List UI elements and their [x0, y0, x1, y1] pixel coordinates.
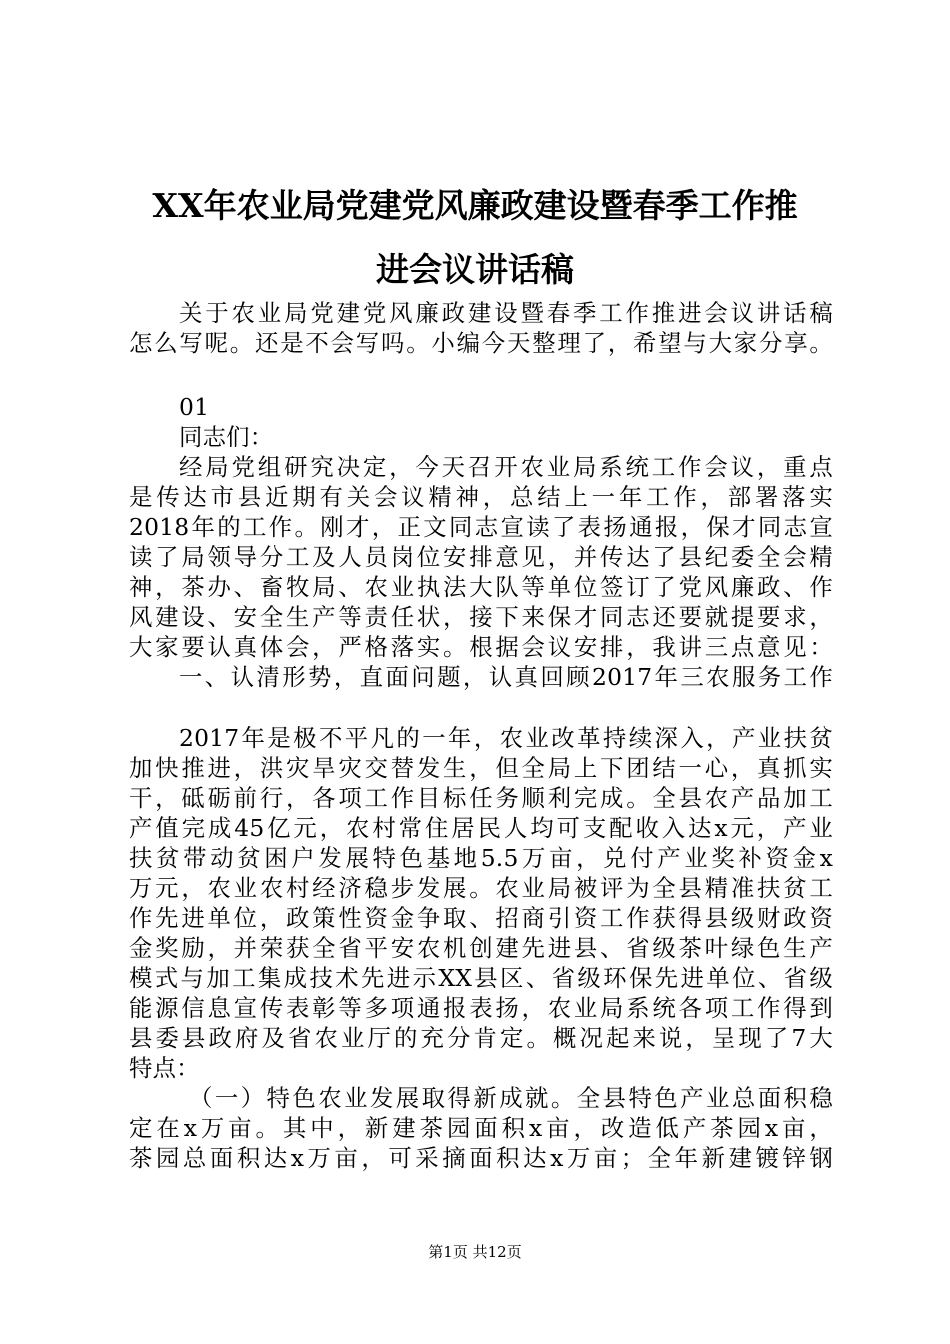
- text-line: 能源信息宣传表彰等多项通报表扬，农业局系统各项工作得到: [129, 994, 833, 1022]
- text-line: 怎么写呢。还是不会写吗。小编今天整理了，希望与大家分享。: [129, 329, 833, 357]
- text-line: 模式与加工集成技术先进示XX县区、省级环保先进单位、省级: [129, 964, 833, 992]
- text-line: 2018年的工作。刚才，正文同志宣读了表扬通报，保才同志宣: [129, 513, 833, 541]
- salutation-text: 同志们：: [179, 423, 274, 451]
- section-number-text: 01: [179, 393, 210, 421]
- text-line: 作先进单位，政策性资金争取、招商引资工作获得县级财政资: [129, 904, 833, 932]
- document-title-line-1: XX年农业局党建党风廉政建设暨春季工作推: [152, 186, 798, 225]
- text-line: 产值完成45亿元，农村常住居民人均可支配收入达x元，产业: [129, 814, 833, 842]
- paragraph-1: [129, 452, 833, 662]
- text-line: 定在x万亩。其中，新建茶园面积x亩，改造低产茶园x亩，: [129, 1114, 833, 1142]
- text-line: 干，砥砺前行，各项工作目标任务顺利完成。全县农产品加工: [129, 784, 833, 812]
- text-line: 经局党组研究决定，今天召开农业局系统工作会议，重点: [179, 453, 833, 481]
- text-line: 县委县政府及省农业厅的充分肯定。概况起来说，呈现了7大: [129, 1024, 833, 1052]
- text-line: 茶园总面积达x万亩，可采摘面积达x万亩；全年新建镀锌钢: [129, 1144, 833, 1172]
- text-line: 关于农业局党建党风廉政建设暨春季工作推进会议讲话稿: [179, 299, 833, 327]
- paragraph-2: [129, 723, 833, 1083]
- section-number: [129, 392, 833, 422]
- text-line: （一）特色农业发展取得新成就。全县特色产业总面积稳: [189, 1084, 833, 1112]
- section-heading-text: 一、认清形势，直面问题，认真回顾2017年三农服务工作: [179, 663, 833, 691]
- text-line: 万元，农业农村经济稳步发展。农业局被评为全县精准扶贫工: [129, 874, 833, 902]
- text-line: 大家要认真体会，严格落实。根据会议安排，我讲三点意见：: [129, 633, 833, 661]
- salutation: [129, 422, 833, 452]
- document-title-line-2: 进会议讲话稿: [376, 250, 574, 289]
- text-line: 金奖励，并荣获全省平安农机创建先进县、省级茶叶绿色生产: [129, 934, 833, 962]
- text-line: 风建设、安全生产等责任状，接下来保才同志还要就提要求，: [129, 603, 833, 631]
- text-line: 特点：: [129, 1054, 200, 1082]
- page-footer: [0, 1242, 950, 1262]
- text-line: 神，茶办、畜牧局、农业执法大队等单位签订了党风廉政、作: [129, 573, 833, 601]
- text-line: 读了局领导分工及人员岗位安排意见，并传达了县纪委全会精: [129, 543, 833, 571]
- text-line: 2017年是极不平凡的一年，农业改革持续深入，产业扶贫: [179, 724, 833, 752]
- text-line: 扶贫带动贫困户发展特色基地5.5万亩，兑付产业奖补资金x: [129, 844, 833, 872]
- paragraph-3: [129, 1083, 833, 1173]
- text-line: 是传达市县近期有关会议精神，总结上一年工作，部署落实: [129, 483, 833, 511]
- section-heading-1: [129, 662, 833, 692]
- text-line: 加快推进，洪灾旱灾交替发生，但全局上下团结一心，真抓实: [129, 754, 833, 782]
- page-number-label: 第1页 共12页: [428, 1243, 522, 1261]
- intro-paragraph: [129, 298, 833, 358]
